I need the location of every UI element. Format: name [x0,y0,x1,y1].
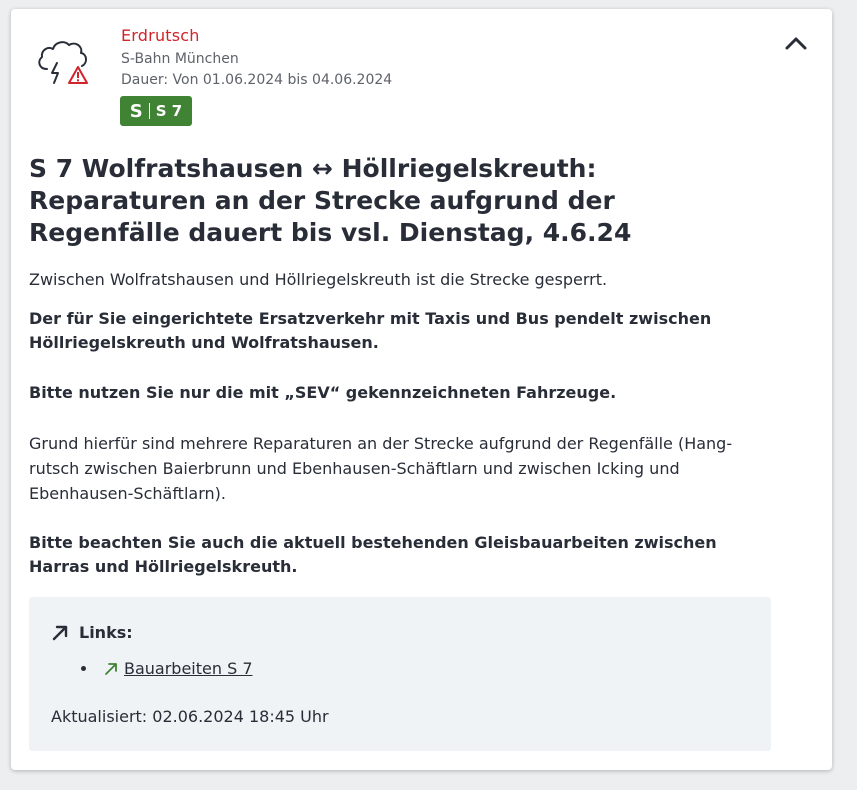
chevron-up-icon [781,29,811,57]
external-link-icon [104,662,118,676]
last-updated: Aktualisiert: 02.06.2024 18:45 Uhr [51,707,329,726]
links-header [51,623,133,642]
links-label: Links: [79,623,133,642]
line-badge [120,96,192,126]
links-section [29,597,771,751]
warning-triangle-icon [68,65,88,85]
paragraph-reason: Grund hierfür sind mehrere Reparaturen an der Strecke aufgrund der Regenfälle (Hangrutsch zwischen Baierbrunn und Ebenhausen-Schäftlarn und zwischen Icking und Ebenhausen-Schäftlarn). [29,434,733,503]
arrow-up-right-icon [51,624,69,642]
disruption-title: S 7 Wolfratshausen ↔ Höllriegelskreuth: Reparaturen an der Strecke aufgrund der Regenfälle dauert bis vsl. Dienstag, 4.6.24 [29,154,632,247]
link-item[interactable] [81,659,253,678]
paragraph-closure: Zwischen Wolfratshausen und Höllriegelskreuth ist die Strecke gesperrt. [29,270,608,289]
list-bullet [81,666,86,671]
collapse-button[interactable] [781,29,811,57]
paragraph-sev-note: Bitte nutzen Sie nur die mit „SEV“ gekennzeichneten Fahrzeuge. [29,383,617,402]
disruption-category: Erdrutsch [121,26,200,45]
line-name: S 7 [155,102,183,120]
sbahn-logo: S [129,100,143,122]
badge-divider [149,103,150,119]
disruption-duration: Dauer: Von 01.06.2024 bis 04.06.2024 [121,72,393,88]
link-bauarbeiten-s7[interactable]: Bauarbeiten S 7 [124,659,253,678]
paragraph-replacement-service: Der für Sie eingerichtete Ersatzverkehr mit Taxis und Bus pendelt zwischen Höllriegelskreuth und Wolfratshausen. [29,309,712,352]
disruption-card [11,9,832,770]
provider-name: S-Bahn München [121,51,239,67]
paragraph-construction-note: Bitte beachten Sie auch die aktuell bestehenden Gleisbauarbeiten zwischen Harras und Höllriegelskreuth. [29,533,717,576]
